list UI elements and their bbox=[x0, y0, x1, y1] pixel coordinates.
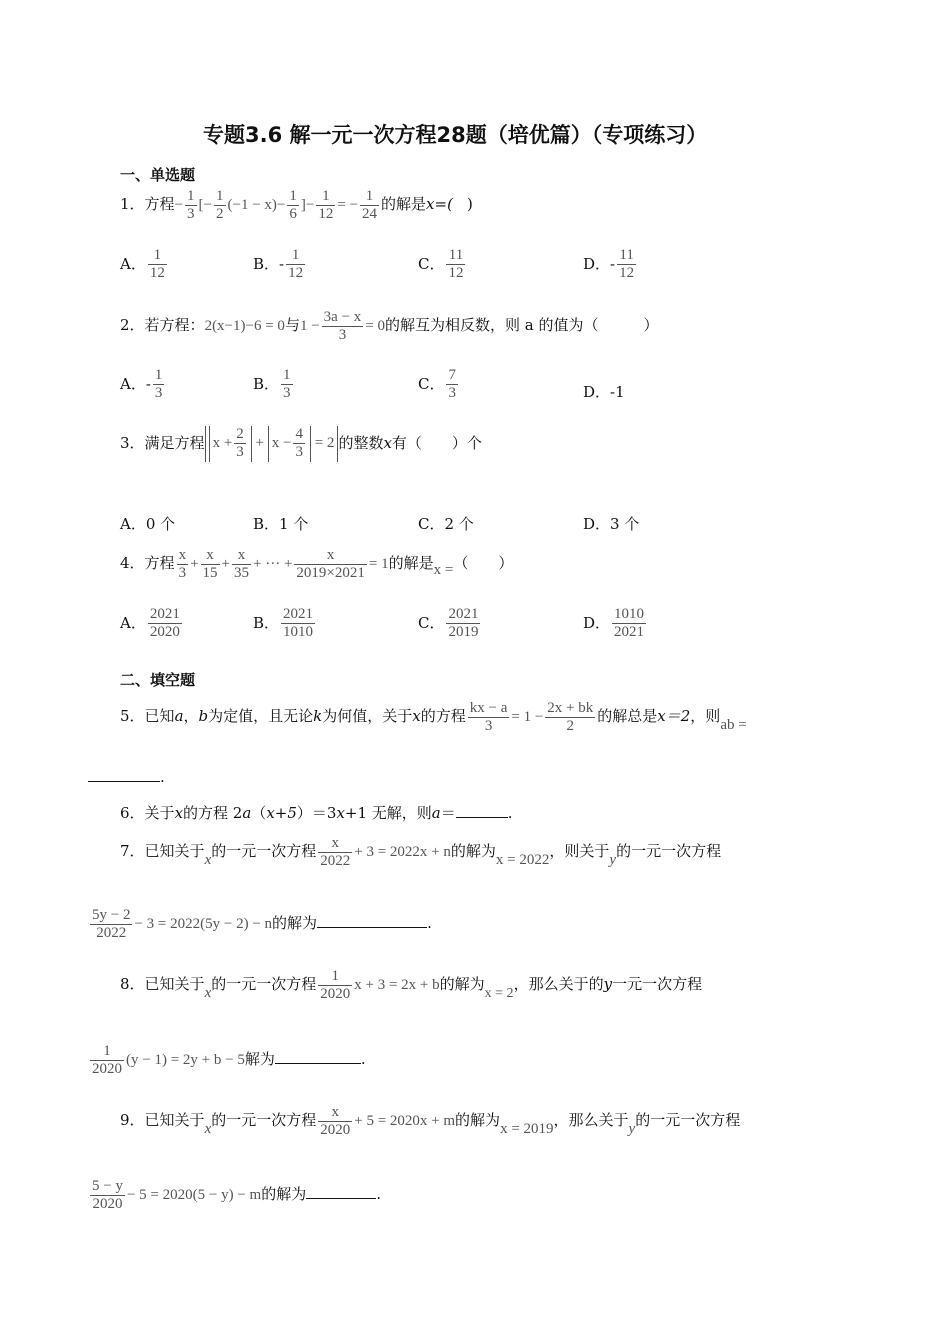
question-5: 5．已知a，b为定值，且无论k为何值，关于x的方程 $\frac{kx - a}{3}$ = 1 − $\frac{2x + bk}{2}$ 的解总是x＝2，则ab = bbox=[120, 700, 747, 735]
question-1: 1．方程− $\frac{1}{3}$ [− $\frac{1}{2}$ (−1 − x)− $\frac{1}{6}$ ]− $\frac{1}{12}$ = − $\frac{1}{24}$ 的解是x=( ) bbox=[120, 188, 473, 223]
q4-option-d[interactable]: D． $\frac{1010}{2021}$ bbox=[583, 606, 645, 641]
q4-option-c[interactable]: C． $\frac{2021}{2019}$ bbox=[418, 606, 479, 641]
question-4: 4．方程 $\frac{x}{3}$ + $\frac{x}{15}$ + $\frac{x}{35}$ + ··· + $\frac{x}{2019\times 2021}$ = 1的解是x =（ ） bbox=[120, 547, 514, 582]
question-8: 8．已知关于x的一元一次方程 $\frac{1}{2020}$ x + 3 = 2x + b的解为x = 2，那么关于的y一元一次方程 bbox=[120, 968, 703, 1003]
section-heading-fill-blank: 二、填空题 bbox=[120, 671, 196, 689]
q2-option-c[interactable]: C． $\frac{7}{3}$ bbox=[418, 367, 456, 402]
question-text: 方程 bbox=[144, 195, 175, 214]
q7-answer-blank[interactable] bbox=[317, 913, 427, 928]
question-7-line2: $\frac{5y - 2}{2022}$ − 3 = 2022(5y − 2) − n的解为 . bbox=[92, 907, 432, 942]
question-9-line2: $\frac{5 - y}{2020}$ − 5 = 2020(5 − y) − m的解为 . bbox=[92, 1178, 382, 1213]
section-heading-single-choice: 一、单选题 bbox=[120, 166, 196, 184]
question-number: 1． bbox=[120, 195, 145, 214]
question-2: 2．若方程：2(x−1)−6 = 0与1 − $\frac{3a - x}{3}$ = 0的解互为相反数，则 a 的值为（ ） bbox=[120, 309, 659, 344]
question-7: 7．已知关于x的一元一次方程 $\frac{x}{2022}$ + 3 = 2022x + n的解为x = 2022，则关于y的一元一次方程 bbox=[120, 835, 722, 870]
q1-option-a[interactable]: A． $\frac{1}{12}$ bbox=[120, 247, 165, 282]
q3-option-b[interactable]: B．1 个 bbox=[253, 515, 309, 533]
page-title: 专题3.6 解一元一次方程28题（培优篇）（专项练习） bbox=[203, 123, 708, 147]
question-6: 6．关于x的方程 2a（x+5）＝3x+1 无解，则a＝ . bbox=[120, 804, 513, 822]
question-8-line2: $\frac{1}{2020}$ (y − 1) = 2y + b − 5解为 . bbox=[92, 1043, 366, 1078]
q2-option-a[interactable]: A．- $\frac{1}{3}$ bbox=[120, 367, 163, 402]
q9-answer-blank[interactable] bbox=[306, 1184, 376, 1199]
q8-answer-blank[interactable] bbox=[275, 1049, 361, 1064]
q2-option-b[interactable]: B． $\frac{1}{3}$ bbox=[253, 367, 291, 402]
q1-option-d[interactable]: D．- $\frac{11}{12}$ bbox=[583, 247, 635, 282]
q5-answer-blank[interactable]: . bbox=[88, 767, 165, 786]
math-expression: − $\frac{1}{3}$ [− $\frac{1}{2}$ (−1 − x)− $\frac{1}{6}$ ]− $\frac{1}{12}$ = − $\frac{1}{24}$ bbox=[174, 188, 378, 223]
question-3: 3．满足方程 x + $\frac{2}{3}$ + x − $\frac{4}{3}$ = 2 的整数x有（ ）个 bbox=[120, 426, 482, 461]
q4-option-a[interactable]: A． $\frac{2021}{2020}$ bbox=[120, 606, 180, 641]
q2-option-d[interactable]: D．-1 bbox=[583, 383, 625, 401]
q6-answer-blank[interactable] bbox=[456, 803, 508, 818]
q3-option-a[interactable]: A．0 个 bbox=[120, 515, 176, 533]
question-9: 9．已知关于x的一元一次方程 $\frac{x}{2020}$ + 5 = 2020x + m的解为x = 2019，那么关于y的一元一次方程 bbox=[120, 1104, 741, 1139]
q3-option-d[interactable]: D．3 个 bbox=[583, 515, 640, 533]
q3-option-c[interactable]: C．2 个 bbox=[418, 515, 474, 533]
q1-option-b[interactable]: B．- $\frac{1}{12}$ bbox=[253, 247, 304, 282]
q4-option-b[interactable]: B． $\frac{2021}{1010}$ bbox=[253, 606, 314, 641]
q1-option-c[interactable]: C． $\frac{11}{12}$ bbox=[418, 247, 464, 282]
